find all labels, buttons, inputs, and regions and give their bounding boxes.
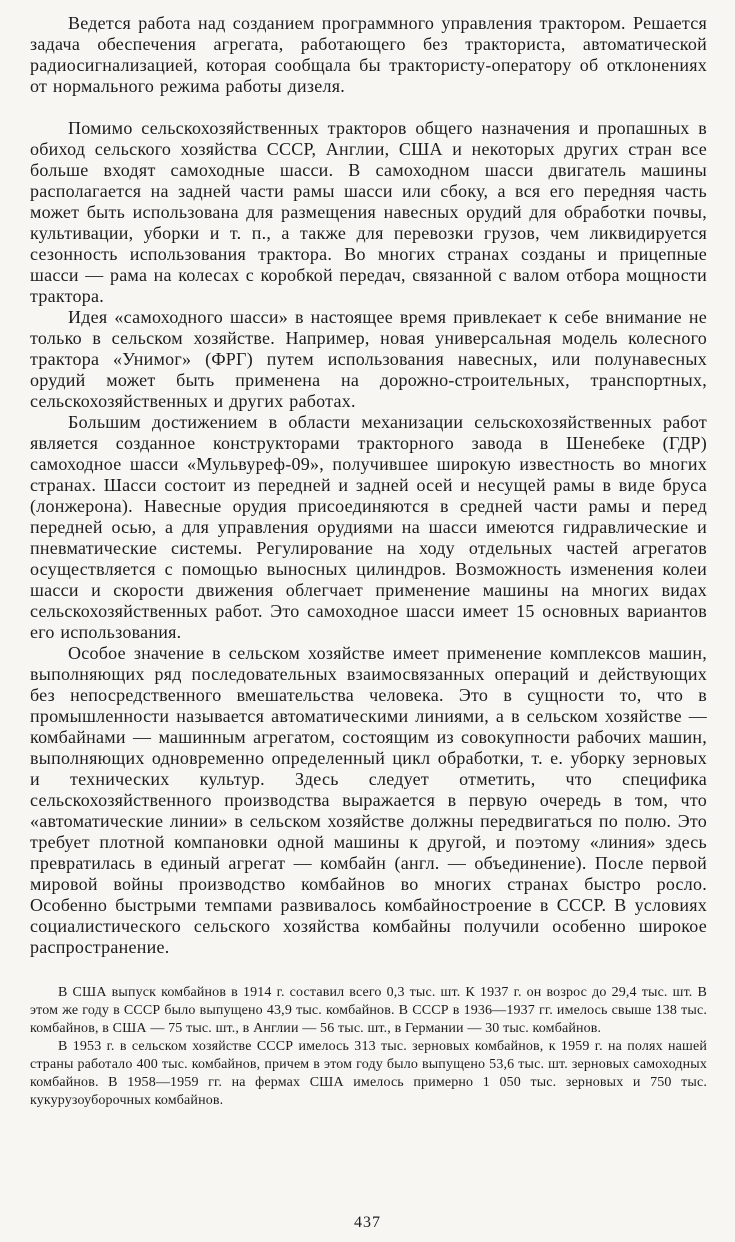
footnote-paragraph: В США выпуск комбайнов в 1914 г. составил всего 0,3 тыс. шт. К 1937 г. он возрос до 29,4 тыс. шт. В этом же году в СССР было выпущено 43,9 тыс. комбайнов. В СССР в 1936—1937 гг. имелось свыше 138 тыс. комбайнов, в США — 75 тыс. шт., в Англии — 56 тыс. шт., в Германии — 30 тыс. комбайнов.: [30, 985, 707, 1036]
paragraph: Помимо сельскохозяйственных тракторов общего назначения и пропашных в обиход сельского хозяйства СССР, Англии, США и некоторых других стран все больше входят самоходные шасси. В самоходном шасси двигатель машины располагается на задней части рамы шасси или сбоку, а вся его передняя часть может быть использована для размещения навесных орудий для обработки почвы, культивации, уборки и т. п., а также для перевозки грузов, чем ликвидируется сезонность использования трактора. Во многих странах созданы и прицепные шасси — рама на колесах с коробкой передач, связанной с валом отбора мощности трактора.: [30, 118, 707, 306]
paragraph: Идея «самоходного шасси» в настоящее время привлекает к себе внимание не только в сельском хозяйстве. Например, новая универсальная модель колесного трактора «Унимог» (ФРГ) путем использования навесных, или полунавесных орудий может быть применена на дорожно-строительных, транспортных, сельскохозяйственных и других работах.: [30, 307, 707, 411]
paragraph: Большим достижением в области механизации сельскохозяйственных работ является созданное конструкторами тракторного завода в Шенебеке (ГДР) самоходное шасси «Мульвуреф-09», получившее широкую известность во многих странах. Шасси состоит из передней и задней осей и несущей рамы в виде бруса (лонжерона). Навесные орудия присоединяются в средней части рамы и перед передней осью, а для управления орудиями на шасси имеются гидравлические и пневматические системы. Регулирование на ходу отдельных частей агрегатов осуществляется с помощью выносных цилиндров. Возможность изменения колеи шасси и скорости движения облегчает применение машины на многих видах сельскохозяйственных работ. Это самоходное шасси имеет 15 основных вариантов его использования.: [30, 412, 707, 642]
footnote-paragraph: В 1953 г. в сельском хозяйстве СССР имелось 313 тыс. зерновых комбайнов, к 1959 г. на полях нашей страны работало 400 тыс. комбайнов, причем в этом году было выпущено 53,6 тыс. шт. зерновых самоходных комбайнов. В 1958—1959 гг. на фермах США имелось примерно 1 050 тыс. зерновых и 750 тыс. кукурузоуборочных комбайнов.: [30, 1039, 707, 1108]
paragraph: Ведется работа над созданием программного управления трактором. Решается задача обеспечения агрегата, работающего без тракториста, автоматической радиосигнализацией, которая сообщала бы трактористу-оператору об отклонениях от нормального режима работы дизеля.: [30, 13, 707, 96]
paragraph: Особое значение в сельском хозяйстве имеет применение комплексов машин, выполняющих ряд последовательных взаимосвязанных операций и действующих без непосредственного вмешательства человека. Это в сущности то, что в промышленности называется автоматическими линиями, а в сельском хозяйстве — комбайнами — машинным агрегатом, состоящим из совокупности рабочих машин, выполняющих одновременно определенный цикл обработки, т. е. уборку зерновых и технических культур. Здесь следует отметить, что специфика сельскохозяйственного производства выражается в первую очередь в том, что «автоматические линии» в сельском хозяйстве должны передвигаться по полю. Это требует плотной компановки одной машины к другой, и поэтому «линия» здесь превратилась в единый агрегат — комбайн (англ. — объединение). После первой мировой войны производство комбайнов во многих странах быстро росло. Особенно быстрыми темпами развивалось комбайностроение в СССР. В условиях социалистического сельского хозяйства комбайны получили особенно широкое распространение.: [30, 643, 707, 957]
main-text: [30, 13, 707, 958]
page-number: 437: [354, 1214, 381, 1231]
footnote-block: [30, 984, 707, 1110]
